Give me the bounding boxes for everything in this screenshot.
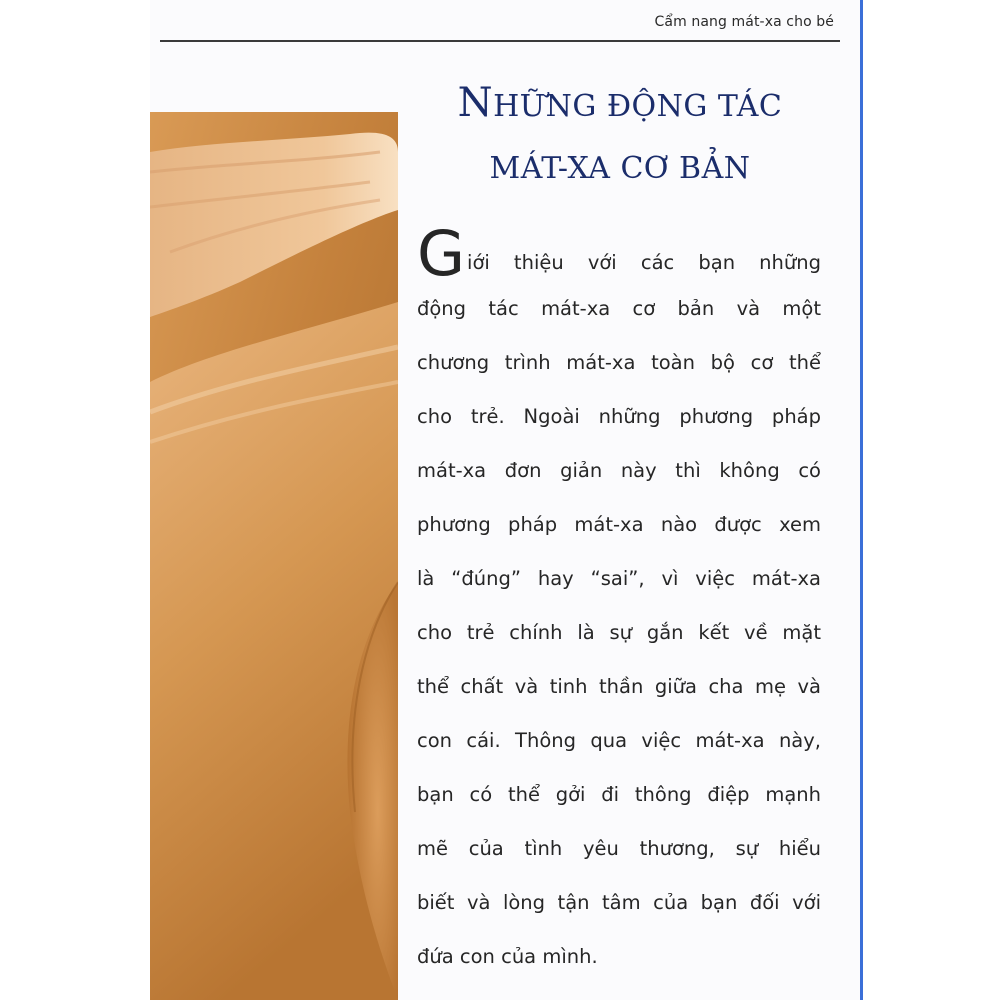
body-line: mẽ của tình yêu thương, sự hiểu [417, 837, 821, 860]
body-line: động tác mát-xa cơ bản và một [417, 297, 821, 320]
body-line: cho trẻ. Ngoài những phương pháp [417, 405, 821, 428]
body-line-1: iới thiệu với các bạn những [467, 251, 821, 274]
body-line: biết và lòng tận tâm của bạn đối với [417, 891, 821, 914]
page-edge [860, 0, 863, 1000]
body-line: cho trẻ chính là sự gắn kết về mặt [417, 621, 821, 644]
header-rule [160, 40, 840, 42]
body-line-last: đứa con của mình. [417, 945, 598, 968]
title-initial-cap: N [457, 80, 494, 126]
title-line-1 [410, 72, 830, 138]
title-line-2: MÁT-XA CƠ BẢN [489, 151, 751, 186]
body-line: chương trình mát-xa toàn bộ cơ thể [417, 351, 821, 374]
body-line: phương pháp mát-xa nào được xem [417, 513, 821, 536]
body-line: bạn có thể gởi đi thông điệp mạnh [417, 783, 821, 806]
body-line: là “đúng” hay “sai”, vì việc mát-xa [417, 567, 821, 590]
first-line [417, 217, 821, 290]
body-line: thể chất và tinh thần giữa cha mẹ và [417, 675, 821, 698]
massage-hands-photo [150, 112, 398, 1000]
title-line-1-rest: HỮNG ĐỘNG TÁC [493, 89, 783, 124]
drop-cap: G [417, 217, 466, 290]
page-title [410, 72, 830, 200]
body-paragraph [417, 217, 821, 984]
body-line: con cái. Thông qua việc mát-xa này, [417, 729, 821, 752]
running-header: Cẩm nang mát-xa cho bé [654, 14, 834, 30]
body-line: mát-xa đơn giản này thì không có [417, 459, 821, 482]
